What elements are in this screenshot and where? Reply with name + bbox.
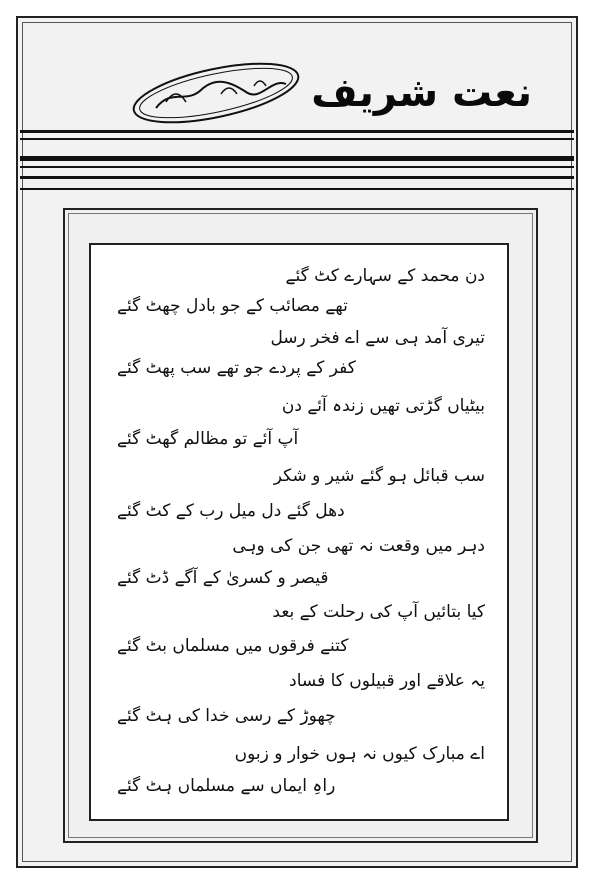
header-rule: [20, 156, 574, 161]
verse-line: راہِ ایماں سے مسلماں ہٹ گئے: [117, 776, 336, 796]
header-rule: [20, 138, 574, 140]
verse-line: سب قبائل ہو گئے شیر و شکر: [273, 466, 485, 486]
verse-line: دہر میں وقعت نہ تھی جن کی وہی: [232, 536, 485, 556]
verse-line: دھل گئے دل میل رب کے کٹ گئے: [117, 501, 345, 521]
verse-line: قیصر و کسریٰ کے آگے ڈٹ گئے: [117, 568, 329, 588]
verse-line: بیٹیاں گڑتی تھیں زندہ آئے دن: [281, 396, 485, 416]
verse-line: کفر کے پردے جو تھے سب پھٹ گئے: [117, 358, 356, 378]
verse-line: چھوڑ کے رسی خدا کی ہٹ گئے: [117, 706, 336, 726]
verse-line: یہ علاقے اور قبیلوں کا فساد: [289, 671, 485, 691]
header-rule: [20, 176, 574, 179]
poem-outer-frame: [63, 208, 538, 843]
poem-panel: [89, 243, 509, 821]
verse-line: کتنے فرقوں میں مسلماں بٹ گئے: [117, 636, 349, 656]
header-rule: [20, 130, 574, 133]
header-rule: [20, 166, 574, 168]
verse-line: تھے مصائب کے جو بادل چھٹ گئے: [117, 296, 348, 316]
verse-line: دن محمد کے سہارے کٹ گئے: [285, 266, 485, 286]
verse-line: تیری آمد ہی سے اے فخر رسل: [270, 328, 485, 348]
header-rule: [20, 188, 574, 190]
page-title: نعت شریف: [311, 70, 532, 116]
magazine-page: [16, 16, 578, 868]
verse-line: کیا بتائیں آپ کی رحلت کے بعد: [272, 602, 485, 622]
verse-line: آپ آئے تو مظالم گھٹ گئے: [117, 429, 299, 449]
verse-line: اے مبارک کیوں نہ ہوں خوار و زبوں: [234, 744, 485, 764]
poet-signature-logo: [126, 58, 306, 128]
page-header: [18, 18, 576, 168]
